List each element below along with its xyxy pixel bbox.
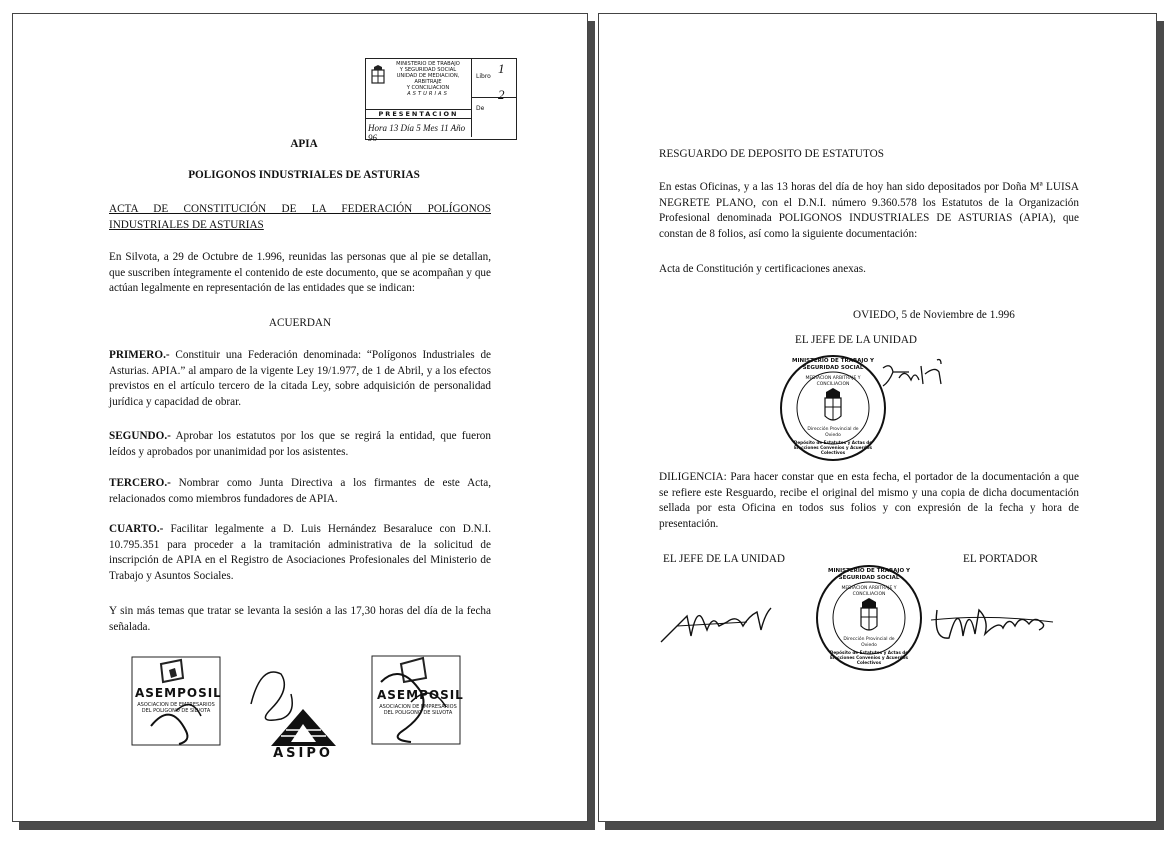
seal2-mid-text: MEDIACION ARBITRAJE Y CONCILIACION	[841, 586, 897, 597]
acuerdan-heading: ACUERDAN	[268, 317, 332, 329]
coat-of-arms-icon	[369, 65, 387, 87]
asemposil-logo-icon	[131, 656, 221, 746]
registration-stamp	[365, 58, 517, 143]
right-page	[598, 13, 1157, 822]
official-seal-2	[815, 564, 923, 672]
asemposil-stamp-1	[131, 656, 221, 746]
stamp-slot1-value: 1	[498, 61, 505, 76]
stamp-slot2-label: De	[476, 105, 485, 112]
logo2-name: ASIPO	[273, 746, 333, 761]
jefe-unidad-label-2: EL JEFE DE LA UNIDAD	[663, 553, 786, 565]
document-subtitle: POLIGONOS INDUSTRIALES DE ASTURIAS	[188, 169, 420, 181]
tercero-label: TERCERO.-	[109, 477, 171, 489]
cuarto-label: CUARTO.-	[109, 523, 164, 535]
signature-jefe-icon	[657, 586, 777, 656]
seal1-mid-text: MEDIACION ARBITRAJE Y CONCILIACION	[805, 376, 861, 387]
deposit-paragraph: En estas Oficinas, y a las 13 horas del día de hoy han sido depositados por Doña Mª LUISA NEGRETE PLANO, con el D.N.I. número 9.360.578 los Estatutos de la Organización Profesional denominada POLIGONOS INDUSTRIALES DE ASTURIAS (APIA), que constan de 8 folios, así como la siguiente documentación:	[659, 181, 1079, 240]
segundo-text: Aprobar los estatutos por los que se regirá la entidad, que fueron leídos y aprobados por unanimidad por los asistentes.	[109, 430, 491, 458]
left-page	[12, 13, 588, 822]
seal1-inner-text: Dirección Provincial de Oviedo	[807, 427, 859, 438]
stamp-presentacion: PRESENTACION	[366, 109, 471, 119]
closing-paragraph: Y sin más temas que tratar se levanta la sesión a las 17,30 horas del día de la fecha señalada.	[109, 605, 491, 633]
stamp-ministry-line2: Y SEGURIDAD SOCIAL	[399, 67, 457, 73]
seal2-inner-text: Dirección Provincial de Oviedo	[843, 637, 895, 648]
document-title: APIA	[290, 138, 318, 150]
acta-heading: ACTA DE CONSTITUCIÓN DE LA FEDERACIÓN POLÍGONOS INDUSTRIALES DE ASTURIAS	[109, 203, 491, 231]
stamp-slot1-label: Libro	[476, 73, 491, 80]
tercero-text: Nombrar como Junta Directiva a los firmantes de este Acta, relacionados como miembros fundadores de APIA.	[109, 477, 491, 505]
logo3-name: ASEMPOSIL	[377, 688, 464, 702]
signature-portador-icon	[929, 590, 1059, 650]
stamp-ministry-line4: Y CONCILIACION	[406, 85, 450, 91]
stamp-slot2-value: 2	[498, 87, 505, 102]
asipo-triangle-icon	[241, 654, 341, 749]
tercero-paragraph	[109, 476, 491, 507]
segundo-paragraph	[109, 429, 491, 460]
documentation-line: Acta de Constitución y certificaciones anexas.	[659, 263, 866, 275]
seal2-bottom-text: Depósito de Estatutos y Actas de Elecciones Convenios y Acuerdos Colectivos	[829, 650, 909, 665]
primero-text: Constituir una Federación denominada: “Polígonos Industriales de Asturias. APIA.” al amparo de la vigente Ley 19/1.977, de 1 de Abril, y a los efectos previstos en el artículo tercero de la citada Ley, sobre adquisición de personalidad jurídica y capacidad de obrar.	[109, 349, 491, 408]
jefe-unidad-label-1: EL JEFE DE LA UNIDAD	[795, 334, 918, 346]
primero-paragraph	[109, 348, 491, 410]
seal1-bottom-text: Depósito de Estatutos y Actas de Elecciones Convenios y Acuerdos Colectivos	[793, 440, 873, 455]
seal1-outer-text: MINISTERIO DE TRABAJO Y SEGURIDAD SOCIAL	[791, 358, 875, 371]
cuarto-text: Facilitar legalmente a D. Luis Hernández Besaraluce con D.N.I. 10.795.351 para proceder a la tramitación administrativa de la solicitud de inscripción de APIA en el Registro de Asociaciones Profesionales del Ministerio de Trabajo y Asuntos Sociales.	[109, 523, 491, 582]
resguardo-heading: RESGUARDO DE DEPOSITO DE ESTATUTOS	[659, 148, 884, 160]
intro-paragraph: En Silvota, a 29 de Octubre de 1.996, reunidas las personas que al pie se detallan, que suscriben íntegramente el contenido de este documento, que se acompañan y que actúan legalmente en representación de las entidades que se indican:	[109, 251, 491, 294]
logo1-name: ASEMPOSIL	[135, 686, 222, 700]
stamp-ministry-line3: UNIDAD DE MEDIACION, ARBITRAJE	[396, 73, 460, 85]
seal2-outer-text: MINISTERIO DE TRABAJO Y SEGURIDAD SOCIAL	[827, 568, 911, 581]
stamp-date: Hora 13 Día 5 Mes 11 Año 96	[368, 123, 466, 143]
primero-label: PRIMERO.-	[109, 349, 170, 361]
logo3-subtitle: ASOCIACION DE EMPRESARIOS DEL POLIGONO DE SILVOTA	[379, 704, 457, 716]
logo1-subtitle: ASOCIACION DE EMPRESARIOS DEL POLIGONO DE SILVOTA	[137, 702, 215, 714]
signature-1-icon	[879, 358, 949, 394]
asemposil-stamp-2	[371, 652, 463, 747]
segundo-label: SEGUNDO.-	[109, 430, 171, 442]
portador-label: EL PORTADOR	[963, 553, 1038, 565]
stamp-ministry-line1: MINISTERIO DE TRABAJO	[396, 61, 460, 67]
stamp-region: ASTURIAS	[407, 91, 449, 97]
cuarto-paragraph	[109, 522, 491, 584]
asipo-logo	[241, 654, 341, 764]
diligencia-paragraph: DILIGENCIA: Para hacer constar que en esta fecha, el portador de la documentación a que se refiere este Resguardo, recibe el original del mismo y una copia de dicha documentación sellada por esta Oficina en todos sus folios y con expresión de la fecha y hora de presentación.	[659, 471, 1079, 530]
official-seal-1	[779, 354, 887, 462]
date-line: OVIEDO, 5 de Noviembre de 1.996	[853, 309, 1015, 321]
